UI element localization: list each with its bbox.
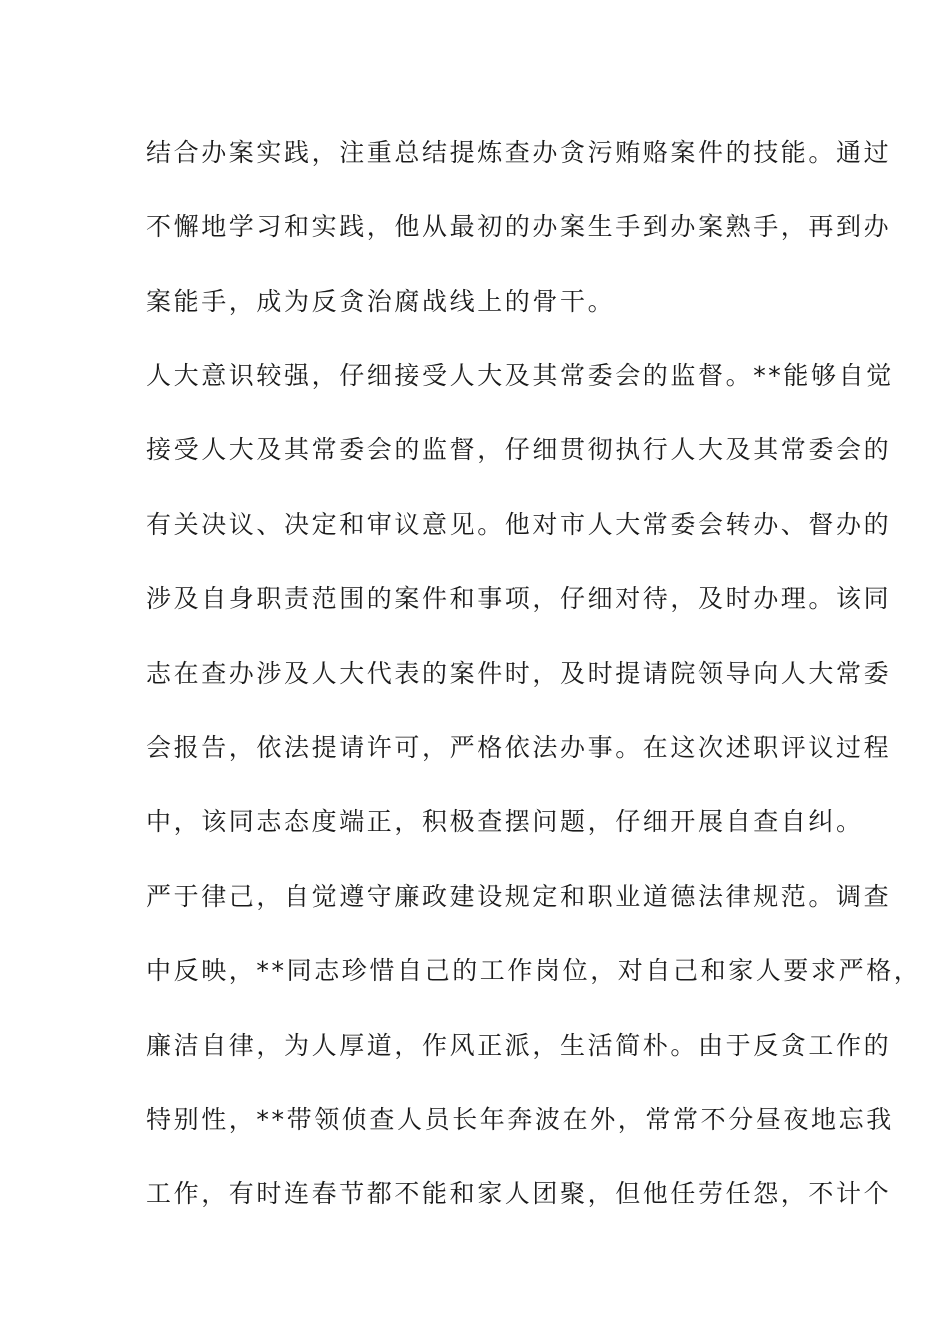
text-line: 不懈地学习和实践，他从最初的办案生手到办案熟手，再到办 [146, 212, 892, 241]
text-line: 接受人大及其常委会的监督，仔细贯彻执行人大及其常委会的 [146, 435, 892, 464]
text-line: 严于律己，自觉遵守廉政建设规定和职业道德法律规范。调查 [146, 882, 892, 911]
text-line: 会报告，依法提请许可，严格依法办事。在这次述职评议过程 [146, 733, 892, 762]
text-line: 工作，有时连春节都不能和家人团聚，但他任劳任怨，不计个 [146, 1179, 892, 1208]
text-line: 涉及自身职责范围的案件和事项，仔细对待，及时办理。该同 [146, 584, 892, 613]
text-line: 中反映，**同志珍惜自己的工作岗位，对自己和家人要求严格， [146, 956, 922, 985]
text-line: 人大意识较强，仔细接受人大及其常委会的监督。**能够自觉 [146, 361, 894, 390]
text-line: 特别性，**带领侦查人员长年奔波在外，常常不分昼夜地忘我 [146, 1105, 894, 1134]
text-line: 结合办案实践，注重总结提炼查办贪污贿赂案件的技能。通过 [146, 138, 892, 167]
text-line: 廉洁自律，为人厚道，作风正派，生活简朴。由于反贪工作的 [146, 1031, 892, 1060]
text-line: 案能手，成为反贪治腐战线上的骨干。 [146, 287, 616, 316]
text-line: 有关决议、决定和审议意见。他对市人大常委会转办、督办的 [146, 510, 892, 539]
text-line: 中，该同志态度端正，积极查摆问题，仔细开展自查自纠。 [146, 807, 864, 836]
text-line: 志在查办涉及人大代表的案件时，及时提请院领导向人大常委 [146, 659, 892, 688]
